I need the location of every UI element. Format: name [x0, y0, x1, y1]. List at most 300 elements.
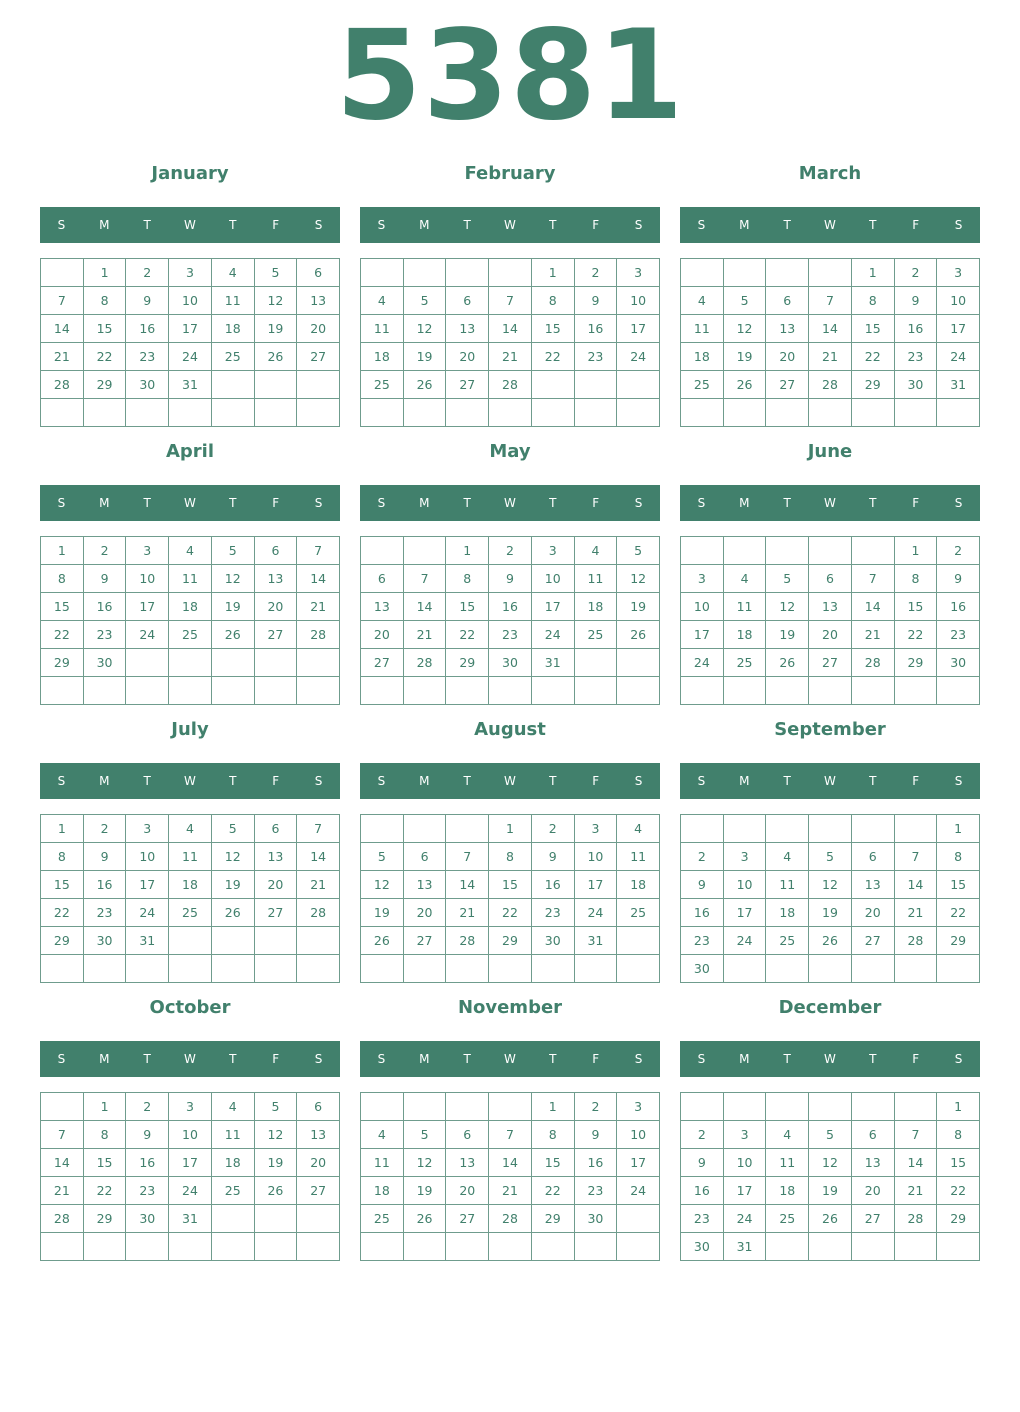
day-cell: 2	[532, 815, 575, 843]
empty-day-cell	[446, 259, 489, 287]
day-cell: 16	[126, 1149, 169, 1177]
day-cell: 15	[895, 593, 938, 621]
day-cell: 28	[404, 649, 447, 677]
day-cell: 29	[41, 927, 84, 955]
empty-day-cell	[766, 399, 809, 427]
month-calendar-june	[680, 436, 980, 700]
day-cell: 11	[212, 287, 255, 315]
weekday-label: S	[314, 774, 323, 788]
day-cell: 24	[617, 1177, 660, 1205]
empty-day-cell	[361, 399, 404, 427]
weekday-label: S	[634, 496, 643, 510]
day-cell: 19	[255, 1149, 298, 1177]
day-cell: 30	[126, 371, 169, 399]
day-cell: 2	[126, 259, 169, 287]
day-cell: 6	[852, 843, 895, 871]
empty-day-cell	[126, 955, 169, 983]
day-cell: 7	[895, 843, 938, 871]
empty-day-cell	[404, 677, 447, 705]
empty-day-cell	[361, 815, 404, 843]
empty-day-cell	[766, 677, 809, 705]
empty-day-cell	[404, 399, 447, 427]
empty-day-cell	[532, 399, 575, 427]
day-cell: 23	[126, 343, 169, 371]
day-cell: 10	[532, 565, 575, 593]
day-cell: 25	[212, 343, 255, 371]
empty-day-cell	[895, 815, 938, 843]
day-cell: 24	[532, 621, 575, 649]
day-cell: 27	[297, 1177, 340, 1205]
day-cell: 18	[212, 1149, 255, 1177]
month-calendar-october	[40, 992, 340, 1256]
day-grid	[680, 1092, 980, 1261]
month-calendar-march	[680, 158, 980, 422]
empty-day-cell	[724, 815, 767, 843]
day-cell: 15	[489, 871, 532, 899]
month-calendar-april	[40, 436, 340, 700]
day-cell: 28	[489, 371, 532, 399]
empty-day-cell	[681, 815, 724, 843]
empty-day-cell	[809, 537, 852, 565]
empty-day-cell	[126, 399, 169, 427]
day-cell: 28	[895, 927, 938, 955]
empty-day-cell	[724, 259, 767, 287]
empty-day-cell	[532, 371, 575, 399]
empty-day-cell	[766, 1093, 809, 1121]
day-cell: 3	[681, 565, 724, 593]
day-cell: 26	[212, 621, 255, 649]
weekday-label: S	[954, 218, 963, 232]
weekday-label: W	[824, 218, 836, 232]
weekday-label: W	[184, 218, 196, 232]
day-cell: 10	[681, 593, 724, 621]
day-cell: 4	[617, 815, 660, 843]
weekday-label: S	[697, 774, 706, 788]
day-cell: 23	[532, 899, 575, 927]
day-cell: 6	[255, 537, 298, 565]
day-cell: 21	[297, 871, 340, 899]
weekday-label: S	[697, 218, 706, 232]
day-cell: 21	[446, 899, 489, 927]
day-cell: 15	[41, 871, 84, 899]
weekday-label: F	[912, 218, 920, 232]
empty-day-cell	[41, 1093, 84, 1121]
day-cell: 7	[895, 1121, 938, 1149]
empty-day-cell	[361, 1233, 404, 1261]
weekday-label: T	[143, 774, 151, 788]
empty-day-cell	[895, 1093, 938, 1121]
day-cell: 20	[446, 343, 489, 371]
day-cell: 16	[681, 899, 724, 927]
day-cell: 19	[766, 621, 809, 649]
day-cell: 18	[766, 1177, 809, 1205]
weekday-label: F	[912, 496, 920, 510]
month-name: May	[489, 441, 531, 462]
empty-day-cell	[575, 955, 618, 983]
day-cell: 11	[169, 843, 212, 871]
day-cell: 4	[766, 1121, 809, 1149]
empty-day-cell	[766, 1233, 809, 1261]
empty-day-cell	[937, 1233, 980, 1261]
day-cell: 15	[446, 593, 489, 621]
day-cell: 19	[212, 593, 255, 621]
empty-day-cell	[297, 927, 340, 955]
day-cell: 2	[895, 259, 938, 287]
day-cell: 19	[724, 343, 767, 371]
empty-day-cell	[255, 927, 298, 955]
weekday-label: W	[504, 218, 516, 232]
day-cell: 9	[126, 1121, 169, 1149]
weekday-header	[360, 207, 660, 243]
day-cell: 6	[297, 1093, 340, 1121]
day-cell: 24	[617, 343, 660, 371]
day-cell: 15	[84, 1149, 127, 1177]
day-cell: 8	[446, 565, 489, 593]
weekday-header	[40, 763, 340, 799]
day-cell: 2	[489, 537, 532, 565]
weekday-label: W	[184, 496, 196, 510]
day-cell: 21	[852, 621, 895, 649]
day-cell: 2	[681, 843, 724, 871]
empty-day-cell	[446, 1233, 489, 1261]
day-cell: 13	[404, 871, 447, 899]
empty-day-cell	[446, 815, 489, 843]
day-cell: 12	[212, 843, 255, 871]
day-cell: 10	[169, 1121, 212, 1149]
day-cell: 9	[895, 287, 938, 315]
empty-day-cell	[895, 677, 938, 705]
day-cell: 16	[681, 1177, 724, 1205]
day-cell: 26	[212, 899, 255, 927]
day-cell: 16	[84, 593, 127, 621]
weekday-header	[40, 207, 340, 243]
empty-day-cell	[937, 677, 980, 705]
day-cell: 21	[809, 343, 852, 371]
weekday-label: W	[504, 496, 516, 510]
empty-day-cell	[255, 371, 298, 399]
weekday-label: T	[229, 774, 237, 788]
month-calendar-january	[40, 158, 340, 422]
day-cell: 11	[361, 315, 404, 343]
day-cell: 16	[84, 871, 127, 899]
day-cell: 27	[361, 649, 404, 677]
weekday-label: T	[463, 218, 471, 232]
empty-day-cell	[169, 955, 212, 983]
empty-day-cell	[297, 649, 340, 677]
day-cell: 1	[895, 537, 938, 565]
day-cell: 31	[937, 371, 980, 399]
day-cell: 7	[809, 287, 852, 315]
day-cell: 29	[84, 371, 127, 399]
empty-day-cell	[852, 537, 895, 565]
day-grid	[680, 536, 980, 705]
empty-day-cell	[84, 955, 127, 983]
weekday-label: T	[549, 496, 557, 510]
day-cell: 23	[489, 621, 532, 649]
day-cell: 7	[41, 1121, 84, 1149]
day-cell: 20	[255, 593, 298, 621]
day-cell: 29	[532, 1205, 575, 1233]
day-cell: 6	[361, 565, 404, 593]
day-cell: 30	[84, 649, 127, 677]
day-cell: 1	[84, 259, 127, 287]
day-cell: 9	[84, 843, 127, 871]
empty-day-cell	[617, 1233, 660, 1261]
day-cell: 29	[937, 1205, 980, 1233]
day-cell: 19	[361, 899, 404, 927]
empty-day-cell	[41, 399, 84, 427]
day-cell: 24	[126, 621, 169, 649]
day-cell: 29	[41, 649, 84, 677]
day-cell: 25	[212, 1177, 255, 1205]
day-cell: 26	[404, 1205, 447, 1233]
day-cell: 16	[575, 1149, 618, 1177]
day-cell: 12	[361, 871, 404, 899]
day-cell: 7	[489, 287, 532, 315]
empty-day-cell	[681, 537, 724, 565]
day-cell: 24	[724, 927, 767, 955]
weekday-label: T	[549, 774, 557, 788]
weekday-label: W	[504, 1052, 516, 1066]
day-cell: 28	[41, 371, 84, 399]
empty-day-cell	[852, 677, 895, 705]
day-cell: 13	[852, 871, 895, 899]
empty-day-cell	[41, 259, 84, 287]
day-cell: 5	[212, 537, 255, 565]
day-cell: 12	[255, 287, 298, 315]
day-cell: 12	[766, 593, 809, 621]
day-cell: 31	[575, 927, 618, 955]
day-cell: 22	[41, 621, 84, 649]
day-cell: 1	[532, 1093, 575, 1121]
day-cell: 23	[575, 1177, 618, 1205]
day-cell: 25	[724, 649, 767, 677]
day-cell: 17	[169, 315, 212, 343]
day-cell: 14	[809, 315, 852, 343]
day-cell: 13	[446, 1149, 489, 1177]
day-cell: 24	[681, 649, 724, 677]
empty-day-cell	[852, 815, 895, 843]
day-cell: 4	[724, 565, 767, 593]
weekday-label: S	[634, 1052, 643, 1066]
day-cell: 27	[446, 1205, 489, 1233]
day-cell: 15	[937, 1149, 980, 1177]
weekday-label: T	[229, 218, 237, 232]
day-cell: 17	[126, 593, 169, 621]
day-cell: 24	[126, 899, 169, 927]
day-cell: 3	[617, 259, 660, 287]
weekday-label: T	[143, 218, 151, 232]
day-cell: 18	[575, 593, 618, 621]
weekday-label: M	[739, 774, 750, 788]
empty-day-cell	[617, 677, 660, 705]
day-grid	[40, 536, 340, 705]
empty-day-cell	[895, 955, 938, 983]
weekday-label: T	[143, 496, 151, 510]
day-cell: 8	[532, 1121, 575, 1149]
empty-day-cell	[446, 399, 489, 427]
day-cell: 25	[681, 371, 724, 399]
empty-day-cell	[724, 1093, 767, 1121]
day-cell: 13	[255, 843, 298, 871]
day-grid	[40, 814, 340, 983]
day-cell: 5	[809, 843, 852, 871]
empty-day-cell	[255, 677, 298, 705]
weekday-label: F	[592, 774, 600, 788]
empty-day-cell	[617, 955, 660, 983]
day-cell: 2	[937, 537, 980, 565]
day-cell: 30	[937, 649, 980, 677]
day-cell: 17	[937, 315, 980, 343]
day-cell: 2	[575, 259, 618, 287]
weekday-label: F	[272, 218, 280, 232]
day-cell: 30	[532, 927, 575, 955]
day-cell: 31	[532, 649, 575, 677]
weekday-label: S	[314, 496, 323, 510]
day-cell: 13	[852, 1149, 895, 1177]
day-cell: 10	[724, 1149, 767, 1177]
empty-day-cell	[404, 815, 447, 843]
day-cell: 22	[84, 343, 127, 371]
weekday-label: M	[739, 218, 750, 232]
day-cell: 25	[361, 1205, 404, 1233]
day-cell: 20	[361, 621, 404, 649]
day-cell: 4	[361, 287, 404, 315]
day-cell: 14	[41, 315, 84, 343]
day-cell: 16	[489, 593, 532, 621]
empty-day-cell	[724, 537, 767, 565]
day-cell: 23	[84, 621, 127, 649]
day-cell: 14	[489, 315, 532, 343]
day-cell: 25	[766, 1205, 809, 1233]
weekday-label: T	[783, 496, 791, 510]
day-cell: 12	[255, 1121, 298, 1149]
day-cell: 22	[84, 1177, 127, 1205]
weekday-label: T	[463, 1052, 471, 1066]
empty-day-cell	[809, 1233, 852, 1261]
day-cell: 13	[766, 315, 809, 343]
weekday-label: M	[419, 496, 430, 510]
day-grid	[360, 258, 660, 427]
day-cell: 18	[361, 343, 404, 371]
weekday-label: F	[272, 774, 280, 788]
day-cell: 14	[852, 593, 895, 621]
day-cell: 22	[41, 899, 84, 927]
day-cell: 17	[575, 871, 618, 899]
day-cell: 22	[937, 899, 980, 927]
day-cell: 13	[255, 565, 298, 593]
month-name: March	[798, 163, 862, 184]
day-cell: 14	[446, 871, 489, 899]
empty-day-cell	[617, 1205, 660, 1233]
day-cell: 19	[404, 1177, 447, 1205]
day-cell: 26	[404, 371, 447, 399]
day-cell: 21	[297, 593, 340, 621]
day-cell: 24	[724, 1205, 767, 1233]
weekday-label: F	[272, 1052, 280, 1066]
weekday-label: T	[463, 496, 471, 510]
day-cell: 8	[41, 843, 84, 871]
day-cell: 22	[532, 1177, 575, 1205]
day-cell: 8	[895, 565, 938, 593]
day-cell: 14	[895, 1149, 938, 1177]
day-cell: 17	[126, 871, 169, 899]
day-cell: 12	[724, 315, 767, 343]
day-cell: 14	[297, 565, 340, 593]
empty-day-cell	[169, 677, 212, 705]
day-cell: 11	[575, 565, 618, 593]
empty-day-cell	[617, 399, 660, 427]
empty-day-cell	[361, 677, 404, 705]
day-cell: 4	[169, 815, 212, 843]
day-cell: 19	[404, 343, 447, 371]
day-cell: 18	[617, 871, 660, 899]
day-cell: 7	[404, 565, 447, 593]
weekday-header	[680, 763, 980, 799]
day-cell: 11	[617, 843, 660, 871]
empty-day-cell	[404, 259, 447, 287]
day-cell: 26	[617, 621, 660, 649]
day-cell: 17	[617, 315, 660, 343]
empty-day-cell	[809, 677, 852, 705]
day-cell: 4	[575, 537, 618, 565]
day-cell: 19	[255, 315, 298, 343]
empty-day-cell	[724, 677, 767, 705]
weekday-label: S	[314, 218, 323, 232]
day-cell: 13	[446, 315, 489, 343]
empty-day-cell	[212, 677, 255, 705]
weekday-label: S	[954, 1052, 963, 1066]
weekday-label: F	[592, 218, 600, 232]
day-cell: 25	[169, 621, 212, 649]
empty-day-cell	[84, 1233, 127, 1261]
day-cell: 13	[809, 593, 852, 621]
empty-day-cell	[84, 677, 127, 705]
day-cell: 11	[681, 315, 724, 343]
day-cell: 19	[809, 1177, 852, 1205]
day-cell: 30	[489, 649, 532, 677]
day-cell: 1	[937, 815, 980, 843]
day-cell: 10	[169, 287, 212, 315]
day-cell: 21	[489, 343, 532, 371]
weekday-label: T	[143, 1052, 151, 1066]
empty-day-cell	[852, 955, 895, 983]
day-cell: 10	[126, 843, 169, 871]
weekday-label: W	[184, 1052, 196, 1066]
empty-day-cell	[255, 399, 298, 427]
month-calendar-july	[40, 714, 340, 978]
day-cell: 5	[212, 815, 255, 843]
day-cell: 14	[297, 843, 340, 871]
day-cell: 22	[532, 343, 575, 371]
month-name: October	[149, 997, 231, 1018]
weekday-label: S	[634, 218, 643, 232]
day-cell: 20	[404, 899, 447, 927]
empty-day-cell	[852, 399, 895, 427]
day-cell: 7	[297, 537, 340, 565]
weekday-label: T	[783, 218, 791, 232]
weekday-label: T	[549, 218, 557, 232]
weekday-label: T	[869, 774, 877, 788]
empty-day-cell	[297, 1233, 340, 1261]
day-cell: 8	[852, 287, 895, 315]
empty-day-cell	[297, 955, 340, 983]
day-cell: 9	[575, 287, 618, 315]
weekday-header	[360, 763, 660, 799]
day-cell: 20	[809, 621, 852, 649]
day-cell: 3	[126, 537, 169, 565]
day-cell: 24	[169, 1177, 212, 1205]
